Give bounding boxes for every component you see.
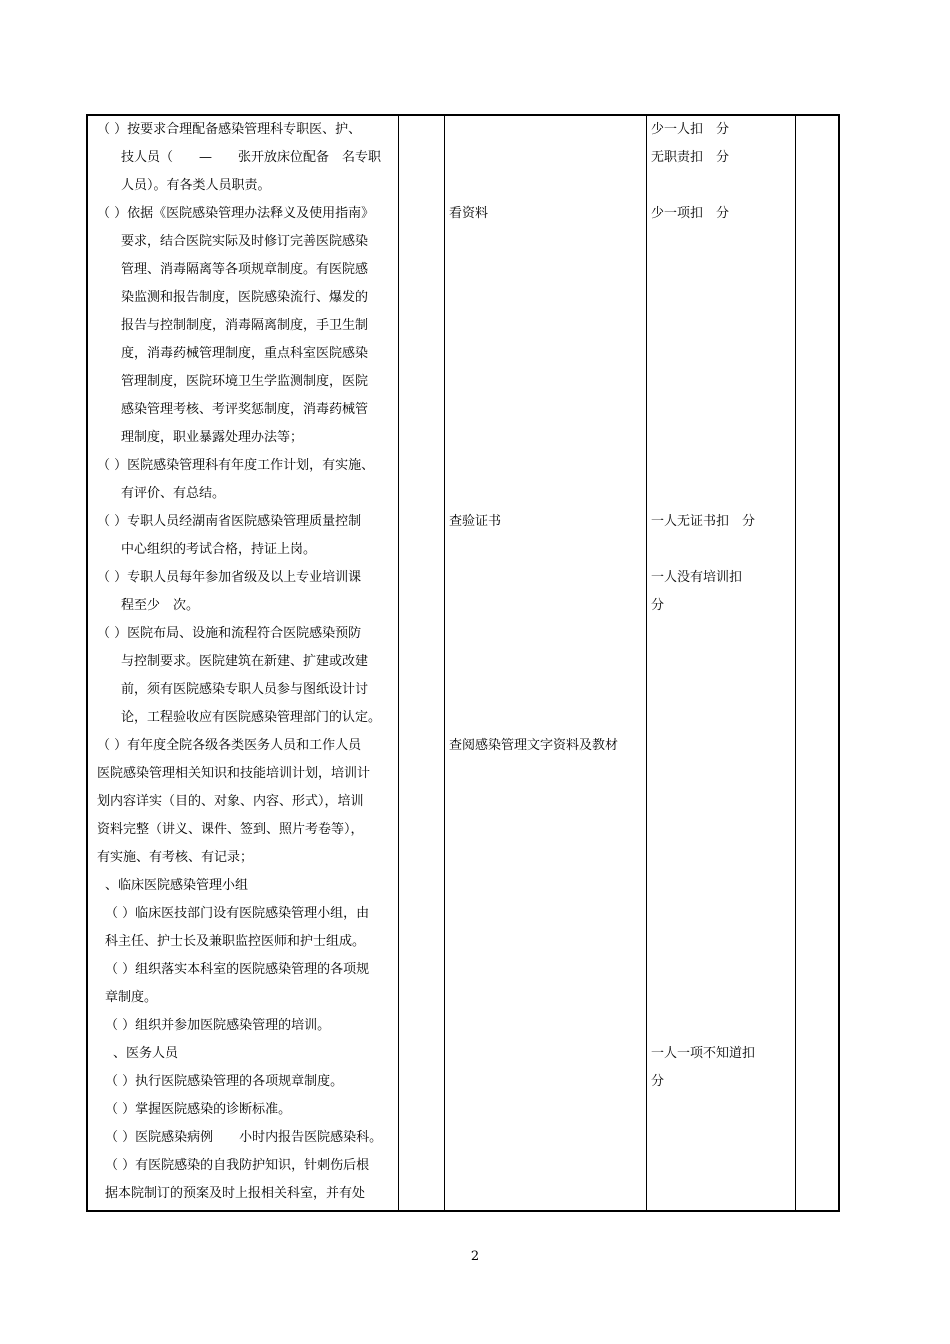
standard-text-line: 要求，结合医院实际及时修订完善医院感染 — [121, 234, 369, 249]
standard-text-line: 染监测和报告制度，医院感染流行、爆发的 — [121, 290, 369, 305]
method-text-line: 查验证书 — [449, 514, 502, 529]
standard-text-line: 有实施、有考核、有记录； — [97, 850, 254, 865]
standard-text-line: （ ）掌握医院感染的诊断标准。 — [105, 1102, 292, 1117]
standard-text-line: （ ）医院感染病例 小时内报告医院感染科。 — [105, 1130, 383, 1145]
standard-text-line: 程至少 次。 — [121, 598, 200, 613]
score-text-line: 少一项扣 分 — [651, 206, 730, 221]
method-text-line: 查阅感染管理文字资料及教材 — [449, 738, 619, 753]
column-divider — [795, 116, 796, 1210]
standard-text-line: 、临床医院感染管理小组 — [105, 878, 249, 893]
column-divider — [646, 116, 647, 1210]
column-divider — [398, 116, 399, 1210]
standard-text-line: 报告与控制制度，消毒隔离制度，手卫生制 — [121, 318, 369, 333]
standard-text-line: 技人员（ — 张开放床位配备 名专职 — [121, 150, 382, 165]
score-text-line: 分 — [651, 598, 665, 613]
score-text-line: 分 — [651, 1074, 665, 1089]
column-divider — [444, 116, 445, 1210]
standard-text-line: 理制度，职业暴露处理办法等； — [121, 430, 304, 445]
standard-content-column — [97, 116, 397, 1208]
standard-text-line: （ ）临床医技部门设有医院感染管理小组，由 — [105, 906, 370, 921]
standard-text-line: （ ）组织并参加医院感染管理的培训。 — [105, 1018, 331, 1033]
standard-text-line: （ ）有年度全院各级各类医务人员和工作人员 — [97, 738, 362, 753]
score-text-line: 无职责扣 分 — [651, 150, 730, 165]
standard-text-line: 人员）。有各类人员职责。 — [121, 178, 271, 193]
standard-text-line: 前，须有医院感染专职人员参与图纸设计讨 — [121, 682, 369, 697]
standard-text-line: 度，消毒药械管理制度，重点科室医院感染 — [121, 346, 369, 361]
standard-text-line: （ ）执行医院感染管理的各项规章制度。 — [105, 1074, 344, 1089]
standard-text-line: （ ）按要求合理配备感染管理科专职医、护、 — [97, 122, 362, 137]
score-text-line: 少一人扣 分 — [651, 122, 730, 137]
column-divider — [838, 116, 839, 1210]
standard-text-line: 管理、消毒隔离等各项规章制度。有医院感 — [121, 262, 369, 277]
score-text-line: 一人无证书扣 分 — [651, 514, 756, 529]
score-text-line: 一人一项不知道扣 — [651, 1046, 756, 1061]
standard-text-line: 划内容详实（目的、对象、内容、形式），培训 — [97, 794, 364, 809]
standard-text-line: 资料完整（讲义、课件、签到、照片考卷等）， — [97, 822, 364, 837]
inspection-method-column — [449, 116, 644, 760]
standard-text-line: 感染管理考核、考评奖惩制度，消毒药械管 — [121, 402, 369, 417]
standard-text-line: （ ）有医院感染的自我防护知识，针刺伤后根 — [105, 1158, 370, 1173]
standard-text-line: （ ）专职人员经湖南省医院感染管理质量控制 — [97, 514, 362, 529]
standard-text-line: 、医务人员 — [113, 1046, 179, 1061]
method-text-line: 看资料 — [449, 206, 489, 221]
standard-text-line: 科主任、护士长及兼职监控医师和护士组成。 — [105, 934, 366, 949]
standard-text-line: 论，工程验收应有医院感染管理部门的认定。 — [121, 710, 382, 725]
scoring-column — [651, 116, 791, 1096]
standard-text-line: 管理制度，医院环境卫生学监测制度，医院 — [121, 374, 369, 389]
standard-text-line: （ ）医院感染管理科有年度工作计划，有实施、 — [97, 458, 375, 473]
page-number: 2 — [470, 1249, 480, 1264]
standard-text-line: （ ）医院布局、设施和流程符合医院感染预防 — [97, 626, 362, 641]
standard-text-line: 章制度。 — [105, 990, 158, 1005]
assessment-table — [86, 114, 840, 1212]
standard-text-line: （ ）依据《医院感染管理办法释义及使用指南》 — [97, 206, 375, 221]
score-text-line: 一人没有培训扣 — [651, 570, 743, 585]
standard-text-line: 据本院制订的预案及时上报相关科室，并有处 — [105, 1186, 366, 1201]
standard-text-line: 与控制要求。医院建筑在新建、扩建或改建 — [121, 654, 369, 669]
standard-text-line: （ ）专职人员每年参加省级及以上专业培训课 — [97, 570, 362, 585]
standard-text-line: （ ）组织落实本科室的医院感染管理的各项规 — [105, 962, 370, 977]
standard-text-line: 有评价、有总结。 — [121, 486, 226, 501]
standard-text-line: 医院感染管理相关知识和技能培训计划，培训计 — [97, 766, 371, 781]
standard-text-line: 中心组织的考试合格，持证上岗。 — [121, 542, 317, 557]
